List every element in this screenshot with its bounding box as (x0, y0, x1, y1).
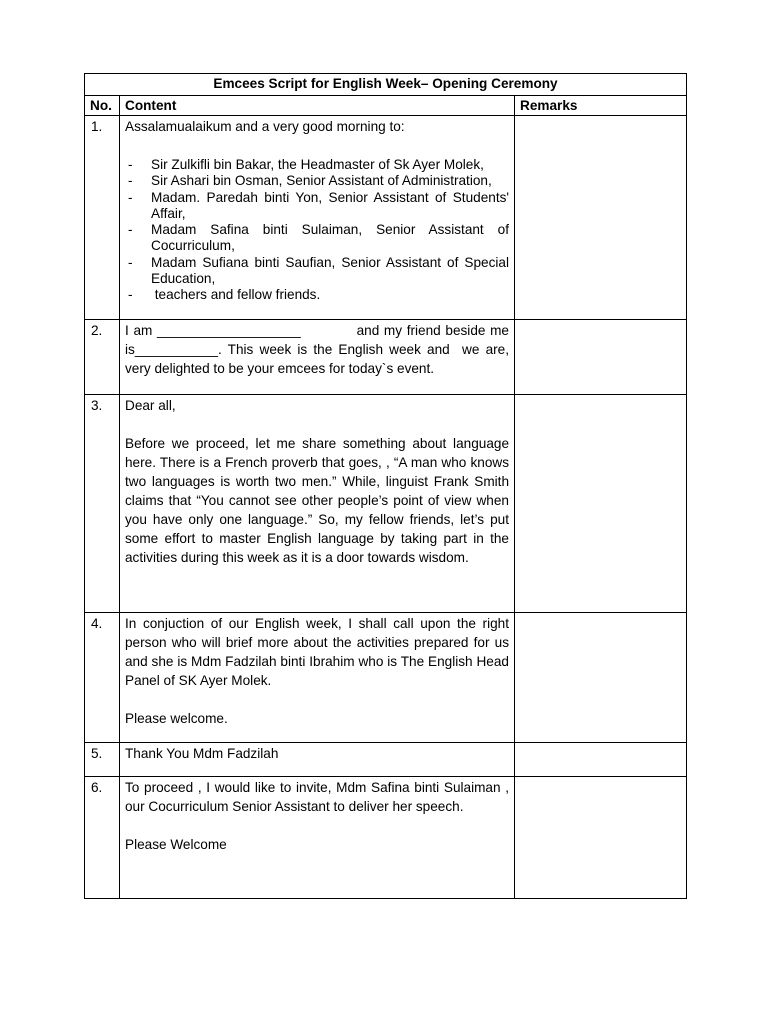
row-remarks (515, 743, 687, 777)
row-remarks (515, 116, 687, 320)
emcee-script-table (84, 73, 687, 899)
row-content (120, 320, 515, 395)
list-item: - teachers and fellow friends. (125, 287, 509, 303)
column-header-no: No. (85, 96, 120, 116)
table-row (85, 613, 687, 743)
list-item: - Sir Zulkifli bin Bakar, the Headmaster of Sk Ayer Molek, (125, 157, 509, 173)
paragraph: Thank You Mdm Fadzilah (125, 746, 279, 761)
row-remarks (515, 777, 687, 899)
row-number: 6. (85, 777, 120, 899)
paragraph: I am ___________________ and my friend beside me is___________. This week is the English week and we are, very delighted to be your emcees for today`s event. (125, 323, 513, 376)
paragraph: Please welcome. (125, 711, 228, 726)
paragraph: Before we proceed, let me share something about language here. There is a French proverb that goes, , “A man who knows two languages is worth two men.” While, linguist Frank Smith claims that “You cannot see other people’s point of view when you have only one language.” So, my fellow friends, let’s put some effort to master English language by taking part in the activities during this week as it is a door towards wisdom. (125, 436, 509, 565)
document-title: Emcees Script for English Week– Opening Ceremony (85, 74, 687, 96)
table-row (85, 743, 687, 777)
row-number: 5. (85, 743, 120, 777)
row-content (120, 116, 515, 320)
table-row (85, 116, 687, 320)
row-number: 4. (85, 613, 120, 743)
row-remarks (515, 320, 687, 395)
column-header-content: Content (120, 96, 515, 116)
table-title-row (85, 74, 687, 96)
paragraph: Please Welcome (125, 837, 227, 852)
greeting-intro: Assalamualaikum and a very good morning to: (125, 119, 405, 134)
paragraph: Dear all, (125, 398, 176, 413)
row-number: 1. (85, 116, 120, 320)
list-item: - Sir Ashari bin Osman, Senior Assistant of Administration, (125, 173, 509, 189)
row-content (120, 395, 515, 613)
guest-list (125, 157, 509, 304)
row-content (120, 777, 515, 899)
table-row (85, 777, 687, 899)
row-content (120, 613, 515, 743)
table-header-row (85, 96, 687, 116)
table-row (85, 395, 687, 613)
list-item: - Madam Sufiana binti Saufian, Senior Assistant of Special Education, (125, 255, 509, 288)
paragraph: To proceed , I would like to invite, Mdm Safina binti Sulaiman , our Cocurriculum Senior Assistant to deliver her speech. (125, 780, 509, 814)
row-remarks (515, 395, 687, 613)
row-content (120, 743, 515, 777)
list-item: - Madam Safina binti Sulaiman, Senior Assistant of Cocurriculum, (125, 222, 509, 255)
paragraph: In conjuction of our English week, I shall call upon the right person who will brief more about the activities prepared for us and she is Mdm Fadzilah binti Ibrahim who is The English Head Panel of SK Ayer Molek. (125, 616, 509, 688)
row-remarks (515, 613, 687, 743)
row-number: 2. (85, 320, 120, 395)
column-header-remarks: Remarks (515, 96, 687, 116)
list-item: - Madam. Paredah binti Yon, Senior Assistant of Students' Affair, (125, 190, 509, 223)
row-number: 3. (85, 395, 120, 613)
table-row (85, 320, 687, 395)
